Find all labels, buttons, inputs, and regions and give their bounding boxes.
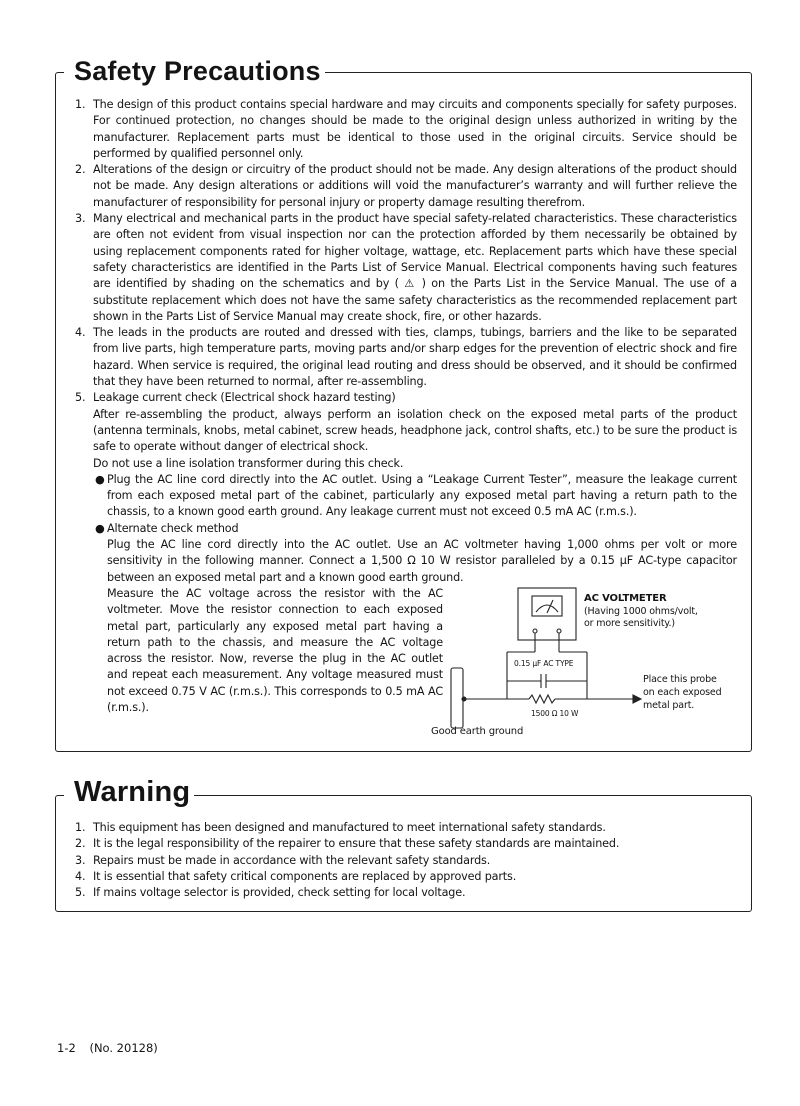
probe-arrow-icon (633, 695, 641, 703)
warning-section (55, 776, 752, 912)
leakage-test-diagram (431, 586, 737, 737)
bullet-dot: ● (95, 472, 105, 486)
item-number: 1. (75, 821, 86, 834)
bullet-dot: ● (95, 521, 105, 535)
item-text: Repairs must be made in accordance with the relevant safety standards. (93, 853, 491, 867)
ground-plate (451, 668, 463, 728)
item-text: Alterations of the design or circuitry of the product should not be made. Any design alterations of the product should not be made. Any design alterations or additions will void the manufacturer’s warranty and will further relieve the manufacturer of responsibility for personal injury or property damage resulting therefrom. (93, 163, 737, 209)
probe-instruction-1: Place this probe (643, 673, 717, 685)
warning-title: Warning (64, 776, 194, 808)
item-text: It is the legal responsibility of the repairer to ensure that these safety standards are maintained. (93, 837, 620, 851)
leakage-test-schematic (431, 586, 763, 737)
voltmeter-sensitivity-1: (Having 1000 ohms/volt, (584, 605, 698, 617)
leakage-check-heading: Leakage current check (Electrical shock hazard testing) (93, 391, 396, 405)
bullet-text: Plug the AC line cord directly into the AC outlet. Using a “Leakage Current Tester”, measure the leakage current from each exposed metal part of the cabinet, particularly any exposed metal part having a return path to the chassis, to a known good earth ground. Any leakage current must not exceed 0.5 mA AC (r.m.s.). (107, 472, 737, 519)
bullet-alternate-method (93, 521, 737, 736)
bullet-leakage-tester (93, 472, 737, 521)
safety-precautions-section (55, 56, 752, 752)
item-text: It is essential that safety critical components are replaced by approved parts. (93, 869, 517, 883)
page-number: 1-2 (57, 1041, 76, 1055)
measurement-instructions: Measure the AC voltage across the resistor with the AC voltmeter. Move the resistor connection to each exposed metal part, particularly any exposed metal part having a return path to the chassis, and measure the AC voltage across the resistor. Now, reverse the plug in the AC outlet and repeat each measurement. Any voltage measured must not exceed 0.75 V AC (r.m.s.). This corresponds to 0.5 mA AC (r.m.s.). (107, 586, 443, 714)
leakage-check-paragraph: After re-assembling the product, always perform an isolation check on the exposed metal parts of the product (antenna terminals, knobs, metal cabinet, screw heads, headphone jack, control shafts, etc.) to be sure the product is safe to operate without danger of electrical shock. (93, 407, 737, 454)
item-text: This equipment has been designed and manufactured to meet international safety standards. (93, 821, 606, 834)
item-number: 3. (75, 212, 86, 226)
item-number: 5. (75, 886, 86, 900)
safety-item-5 (75, 390, 737, 736)
leakage-check-note: Do not use a line isolation transformer during this check. (93, 456, 404, 470)
probe-instruction-2: on each exposed (643, 686, 722, 698)
resistor-label: 1500 Ω 10 W (531, 708, 579, 718)
item-number: 5. (75, 391, 86, 405)
item-number: 2. (75, 163, 86, 177)
warning-item-3 (75, 853, 737, 869)
warning-item-4 (75, 869, 737, 885)
safety-content (75, 97, 737, 736)
voltmeter-label: AC VOLTMETER (584, 592, 667, 604)
page-footer (57, 1041, 158, 1055)
safety-item-4 (75, 325, 737, 390)
safety-item-2 (75, 162, 737, 211)
voltmeter-sensitivity-2: or more sensitivity.) (584, 617, 675, 629)
warning-item-1 (75, 820, 737, 836)
item-text: Many electrical and mechanical parts in the product have special safety-related characteristics. These characteristics are often not evident from visual inspection nor can the protection afforded by them necessarily be obtained by using replacement components rated for higher voltage, wattage, etc. Replacement parts which have these special safety characteristics are identified in the Parts List of Service Manual. Electrical components having such features are identified by shading on the schematics and by ( ⚠ ) on the Parts List in the Service Manual. The use of a substitute replacement which does not have the same safety characteristics as the recommended replacement part shown in the Parts List of Service Manual may create shock, fire, or other hazards. (93, 212, 737, 323)
item-number: 4. (75, 326, 86, 340)
safety-item-3 (75, 211, 737, 325)
ground-label: Good earth ground (431, 725, 524, 737)
item-text: The leads in the products are routed and dressed with ties, clamps, tubings, barriers and the like to be separated from live parts, high temperature parts, moving parts and/or sharp edges for the prevention of electric shock and fire hazard. When service is required, the original lead routing and dress should be observed, and it should be confirmed that they have been returned to normal, after re-assembling. (93, 326, 737, 389)
item-number: 4. (75, 869, 86, 883)
probe-instruction-3: metal part. (643, 699, 695, 711)
item-number: 1. (75, 98, 86, 111)
resistor-symbol-icon (529, 695, 555, 703)
alternate-method-title: Alternate check method (107, 521, 239, 535)
item-text: If mains voltage selector is provided, check setting for local voltage. (93, 886, 466, 900)
item-number: 2. (75, 837, 86, 851)
document-number: (No. 20128) (89, 1041, 158, 1055)
warning-item-2 (75, 836, 737, 852)
alternate-method-text: Plug the AC line cord directly into the AC outlet. Use an AC voltmeter having 1,000 ohms per volt or more sensitivity in the following manner. Connect a 1,500 Ω 10 W resistor paralleled by a 0.15 μF AC-type capacitor between an exposed metal part and a known good earth ground. (107, 538, 737, 584)
safety-item-1 (75, 97, 737, 162)
measurement-block (107, 586, 737, 736)
warning-content (75, 820, 737, 901)
item-number: 3. (75, 853, 86, 867)
capacitor-label: 0.15 μF AC TYPE (514, 658, 574, 668)
safety-title: Safety Precautions (64, 55, 325, 87)
warning-item-5 (75, 885, 737, 901)
item-text: The design of this product contains special hardware and may circuits and components specially for safety purposes. For continued protection, no changes should be made to the original design unless authorized in writing by the manufacturer. Replacement parts must be identical to those used in the original circuits. Service should be performed by qualified personnel only. (93, 98, 737, 160)
